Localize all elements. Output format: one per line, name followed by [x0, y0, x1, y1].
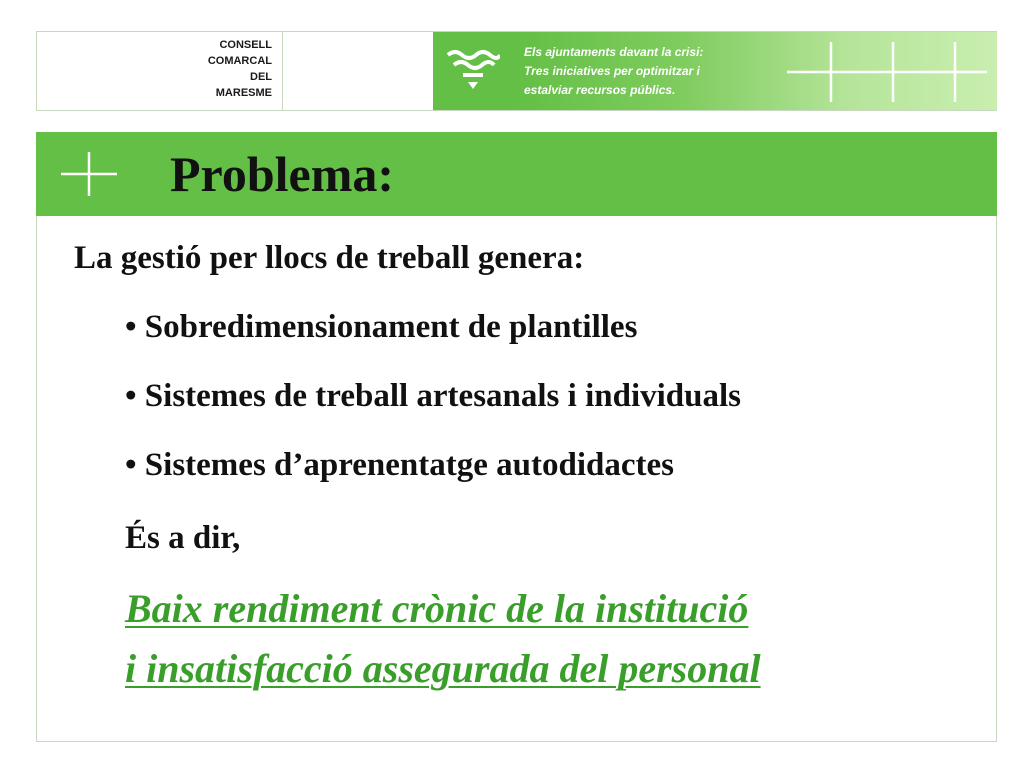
org-line: MARESME — [215, 87, 272, 99]
header-banner — [36, 31, 997, 111]
intro-text: La gestió per llocs de treball genera: — [74, 240, 585, 276]
wave-emblem-icon — [446, 49, 500, 93]
content-frame — [36, 216, 997, 742]
tagline-line: Els ajuntaments davant la crisi: — [524, 45, 704, 59]
page-title: Problema: — [170, 146, 395, 202]
bullet-item: • Sistemes d’aprenentatge autodidactes — [125, 447, 674, 483]
org-line: COMARCAL — [207, 55, 272, 67]
conclusion-line: Baix rendiment crònic de la institució — [125, 586, 749, 631]
tagline-line: estalviar recursos públics. — [524, 83, 676, 97]
tagline-box — [513, 32, 997, 110]
bullet-item: • Sobredimensionament de plantilles — [125, 309, 638, 345]
plus-crosses-icon — [787, 40, 987, 104]
title-bar — [36, 132, 997, 216]
org-line: CONSELL — [219, 39, 272, 51]
org-line: DEL — [250, 71, 272, 83]
conclusion-line: i insatisfacció assegurada del personal — [125, 646, 761, 691]
tagline — [524, 43, 804, 100]
es-a-dir-text: És a dir, — [125, 520, 241, 556]
org-name — [37, 32, 283, 110]
tagline-line: Tres iniciatives per optimitzar i — [524, 64, 700, 78]
bullet-item: • Sistemes de treball artesanals i individuals — [125, 378, 741, 414]
plus-icon — [61, 152, 117, 196]
logo-box — [433, 32, 513, 110]
